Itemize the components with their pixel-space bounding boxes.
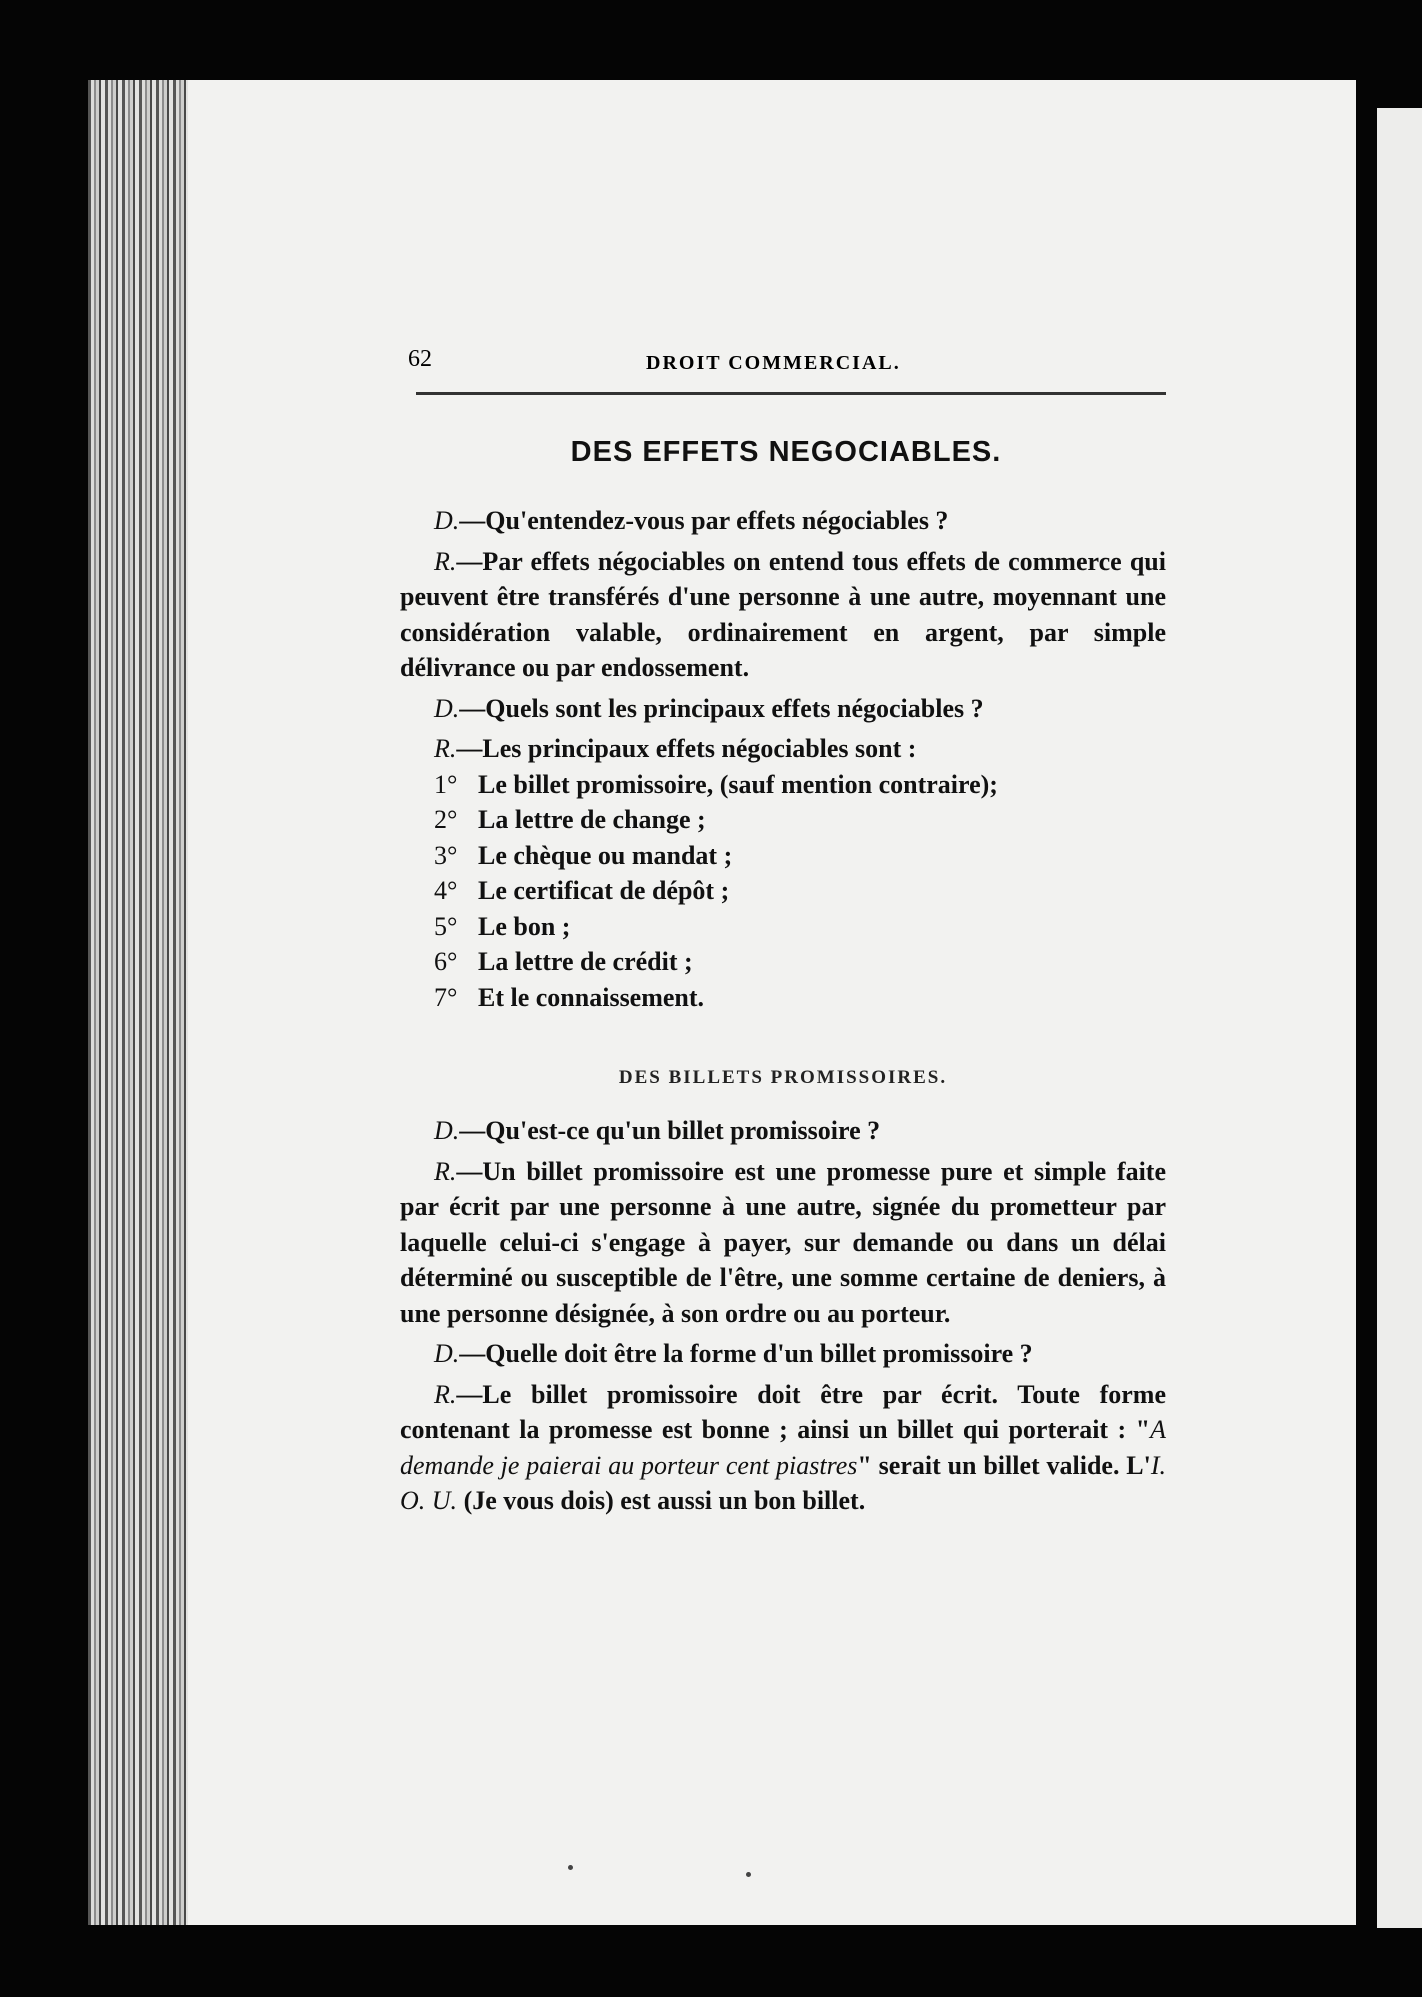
subsection-title: DES BILLETS PROMISSOIRES.	[618, 1067, 948, 1088]
iou-abbreviation: I. O. U.	[400, 1450, 1167, 1515]
answer-text: —Par effets négociables on entend tous effets de commerce qui peuvent être transférés d'une personne à une autre, moyennant une considération valable, ordinairement en argent, par simple délivrance ou par endossement.	[400, 546, 1166, 682]
answer-text: (Je vous dois) est aussi un bon billet.	[457, 1486, 866, 1515]
speck	[568, 1865, 573, 1870]
text-block-2	[400, 1113, 1166, 1524]
answer-text: " serait un billet valide. L'	[857, 1450, 1151, 1480]
list-item	[400, 802, 1166, 838]
question-text: —Qu'est-ce qu'un billet promissoire ?	[459, 1116, 881, 1145]
list-item	[400, 909, 1166, 945]
speaker-d: D.	[434, 506, 460, 535]
section-title: DES EFFETS NEGOCIABLES.	[570, 436, 1002, 468]
item-number: 2°	[434, 805, 458, 834]
item-text: Le billet promissoire, (sauf mention contraire);	[478, 769, 998, 799]
header-rule	[416, 392, 1166, 395]
page-edge-stack	[88, 80, 188, 1925]
list-item	[400, 944, 1166, 980]
answer-2	[400, 731, 1166, 767]
speaker-d: D.	[434, 1339, 460, 1368]
page-number: 62	[408, 346, 432, 372]
question-text: —Quelle doit être la forme d'un billet promissoire ?	[459, 1339, 1033, 1368]
answer-text: —Le billet promissoire doit être par écrit. Toute forme contenant la promesse est bonne ; ainsi un billet qui porterait : "	[400, 1379, 1166, 1444]
item-number: 6°	[434, 947, 458, 976]
item-number: 5°	[434, 911, 458, 941]
running-head-title: DROIT COMMERCIAL.	[646, 352, 901, 374]
item-number: 1°	[434, 769, 458, 799]
item-text: La lettre de crédit ;	[478, 947, 693, 976]
answer-text: —Un billet promissoire est une promesse pure et simple faite par écrit par une personne à une autre, signée du prometteur par laquelle celui-ci s'engage à payer, sur demande ou dans un délai déterminé ou susceptible de l'être, une somme certaine de deniers, à une personne désignée, à son ordre ou au porteur.	[400, 1156, 1166, 1328]
running-header	[406, 346, 1164, 386]
item-number: 3°	[434, 840, 458, 870]
speaker-d: D.	[434, 693, 460, 723]
list-item	[400, 873, 1166, 909]
speaker-r: R.	[434, 1156, 457, 1186]
list-item	[400, 838, 1166, 874]
speaker-r: R.	[434, 734, 457, 763]
quoted-example: A demande je paierai au porteur cent piastres	[400, 1415, 1166, 1480]
item-text: La lettre de change ;	[478, 805, 706, 834]
item-number: 7°	[434, 982, 458, 1012]
speaker-r: R.	[434, 1379, 457, 1409]
item-number: 4°	[434, 876, 458, 905]
list-item	[400, 767, 1166, 803]
question-text: —Qu'entendez-vous par effets négociables ?	[459, 506, 949, 535]
item-text: Le certificat de dépôt ;	[478, 876, 730, 905]
answer-text: —Les principaux effets négociables sont :	[456, 734, 917, 763]
speck	[746, 1872, 751, 1877]
item-text: Le bon ;	[478, 911, 571, 941]
question-text: —Quels sont les principaux effets négociables ?	[459, 693, 984, 723]
answer-4	[400, 1377, 1166, 1519]
effects-list	[400, 767, 1166, 1016]
question-2	[400, 691, 1166, 727]
text-block-1	[400, 503, 1166, 1015]
speaker-d: D.	[434, 1116, 460, 1145]
list-item	[400, 980, 1166, 1016]
answer-3	[400, 1154, 1166, 1332]
question-3	[400, 1113, 1166, 1149]
answer-1	[400, 544, 1166, 686]
question-4	[400, 1336, 1166, 1372]
question-1	[400, 503, 1166, 539]
adjacent-page-edge	[1377, 108, 1422, 1928]
speaker-r: R.	[434, 546, 457, 576]
item-text: Le chèque ou mandat ;	[478, 840, 733, 870]
item-text: Et le connaissement.	[478, 982, 705, 1012]
